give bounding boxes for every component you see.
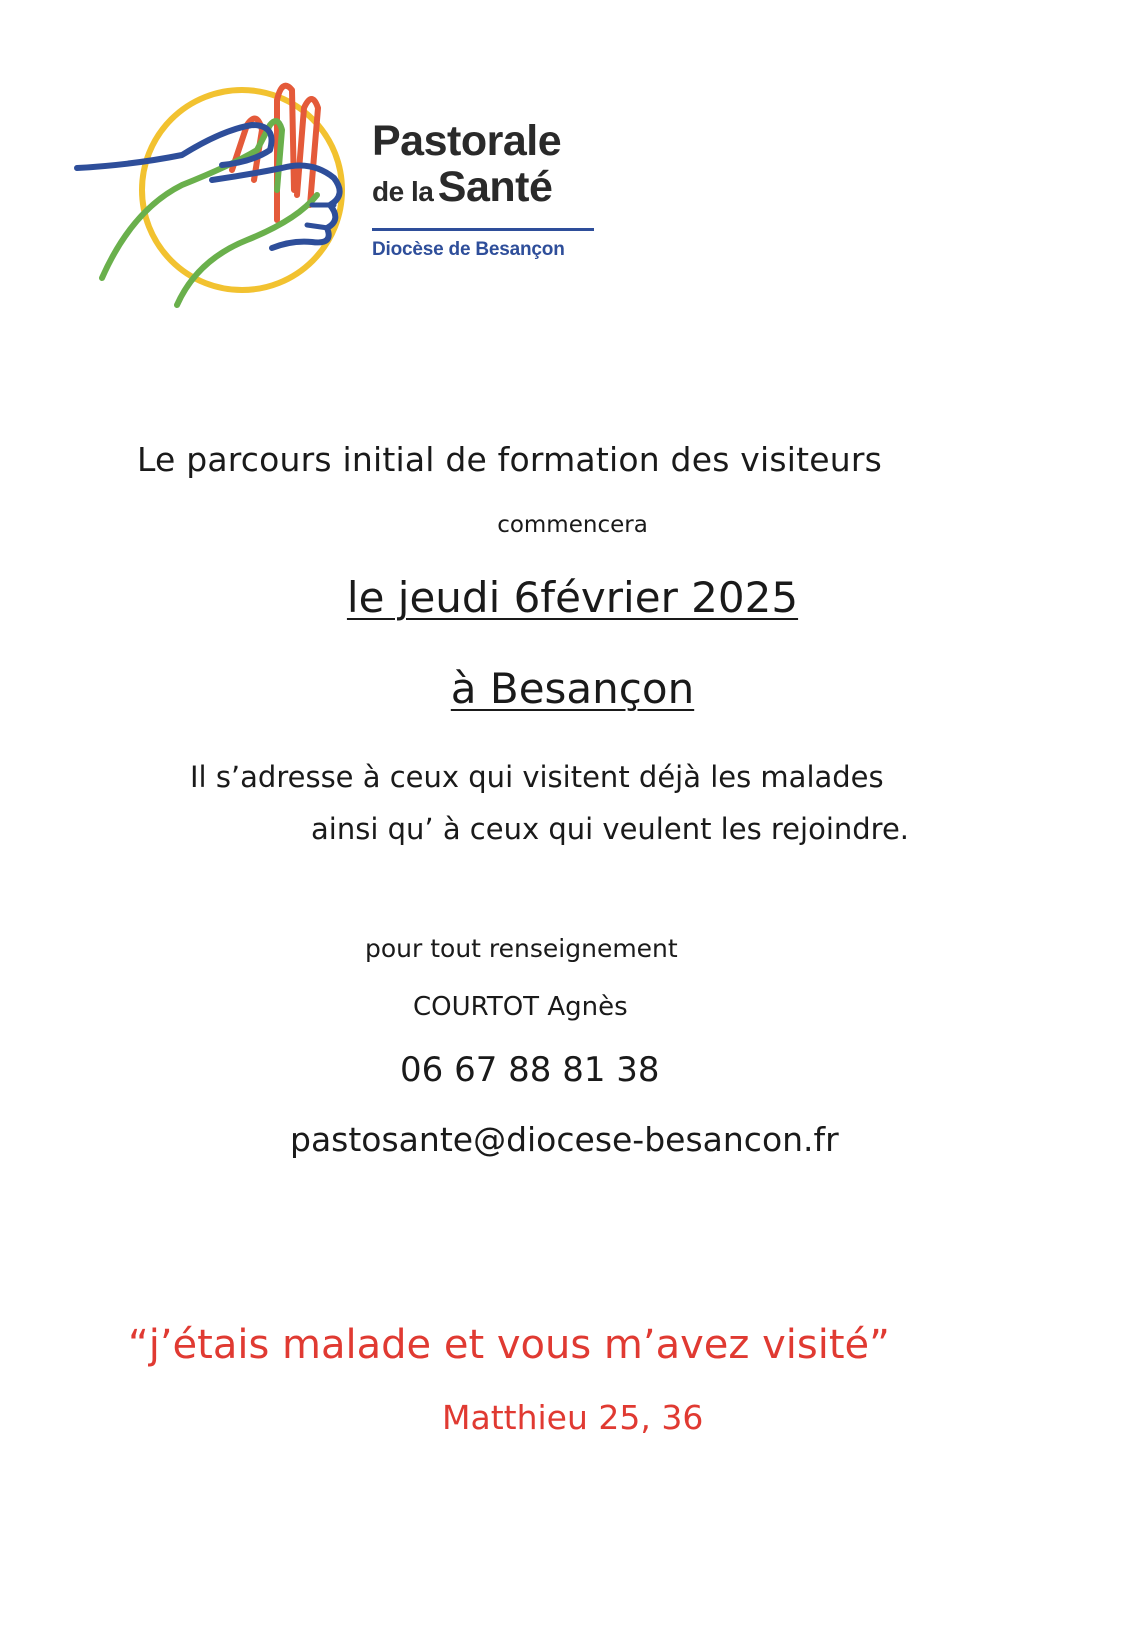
- announcement-commence: commencera: [497, 512, 648, 538]
- announcement-intro: Le parcours initial de formation des visiteurs: [137, 440, 883, 479]
- announcement-place: à Besançon: [450, 664, 695, 713]
- logo-title-small: de la: [372, 176, 434, 207]
- logo-divider: [372, 228, 594, 231]
- bible-quote: “j’étais malade et vous m’avez visité”: [128, 1322, 890, 1368]
- bible-reference: Matthieu 25, 36: [442, 1398, 704, 1437]
- logo-title-line2: [372, 164, 612, 220]
- announcement-date: le jeudi 6février 2025: [346, 573, 799, 622]
- logo-wordmark: [372, 118, 612, 261]
- announcement-description-line1: Il s’adresse à ceux qui visitent déjà les malades: [190, 760, 884, 794]
- contact-name: COURTOT Agnès: [413, 992, 628, 1022]
- hands-emblem-icon: [72, 70, 372, 330]
- announcement-description-line2: ainsi qu’ à ceux qui veulent les rejoindre.: [311, 812, 910, 846]
- logo-subtitle: Diocèse de Besançon: [372, 239, 565, 260]
- contact-email-link[interactable]: pastosante@diocese-besancon.fr: [290, 1120, 839, 1159]
- contact-intro: pour tout renseignement: [365, 934, 678, 963]
- pastorale-logo: [72, 70, 612, 330]
- logo-title-line1: Pastorale: [372, 117, 562, 165]
- contact-phone[interactable]: 06 67 88 81 38: [400, 1050, 660, 1090]
- logo-title-big: Santé: [437, 163, 553, 211]
